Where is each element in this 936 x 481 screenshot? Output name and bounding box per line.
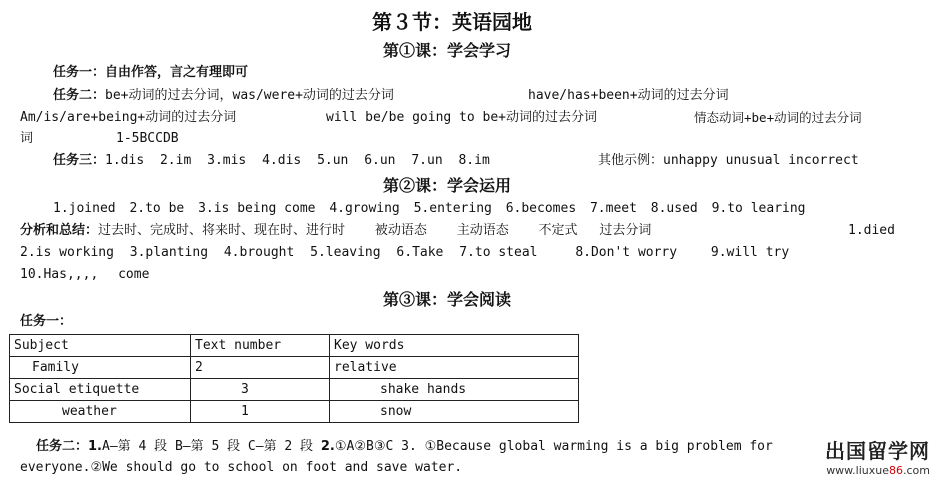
answer: 6.becomes	[505, 201, 577, 216]
lesson2-answers	[53, 199, 806, 219]
task3-item: 7.un	[411, 153, 443, 168]
lesson3-task2-line1	[36, 437, 773, 457]
lesson1-task1	[53, 63, 248, 83]
answer2-1: 1.died	[848, 223, 895, 238]
table-cell: Family	[10, 357, 191, 379]
lesson2-answers2-cont	[20, 265, 149, 285]
summary-item: 不定式	[538, 223, 578, 238]
table-row	[10, 357, 579, 379]
answer2: 3.planting	[129, 245, 209, 260]
answer: 8.used	[650, 201, 698, 216]
task3-item: 1.dis	[105, 153, 145, 168]
task1-text: 自由作答，言之有理即可	[105, 65, 249, 80]
task3-item: 5.un	[317, 153, 349, 168]
task2-item-2-wrap	[528, 86, 729, 106]
lesson2-answers2	[20, 243, 789, 263]
answer2: 2.is working	[20, 245, 114, 260]
answer: 2.to be	[129, 201, 185, 216]
summary-item: 主动语态	[456, 223, 509, 238]
lesson3-task1-label-wrap	[20, 312, 72, 332]
site-watermark	[825, 435, 930, 477]
summary-item: 被动语态	[374, 223, 427, 238]
answer2: come	[118, 267, 150, 282]
answer: 3.is being come	[198, 201, 316, 216]
answer2: 8.Don't worry	[575, 245, 678, 260]
watermark-url: www.liuxue86.com	[826, 464, 930, 477]
answer: 9.to learing	[711, 201, 806, 216]
lesson3-title: 第③课：学会阅读	[383, 290, 512, 309]
table-cell: 1	[191, 401, 330, 423]
table-header-row	[10, 335, 579, 357]
table-cell: snow	[330, 401, 579, 423]
section-title: 第３节：英语园地	[372, 10, 532, 34]
answer2: 4.brought	[223, 245, 295, 260]
lesson2-summary	[20, 221, 651, 241]
table-header: Text number	[191, 335, 330, 357]
task2-part-c: ①A②B③C 3. ①Because global warming is a big problem for	[334, 439, 773, 454]
task2-item-2: have/has+been+动词的过去分词	[528, 88, 729, 103]
task2-item-6: 1-5BCCDB	[116, 131, 179, 146]
answer2: 7.to steal	[459, 245, 538, 260]
task2-item-4: will be/be going to be+动词的过去分词	[326, 110, 598, 125]
answer: 1.joined	[53, 201, 116, 216]
task2-num-2: 2.	[320, 439, 335, 454]
task2-part-a: A—第 4 段 B—第 5 段 C—第 2 段	[102, 439, 321, 454]
answer: 5.entering	[413, 201, 492, 216]
task2-label: 任务二：	[53, 88, 106, 103]
table-cell: shake hands	[330, 379, 579, 401]
lesson3-task2-line2: everyone.②We should go to school on foot and save water.	[20, 460, 463, 475]
table-row	[10, 401, 579, 423]
answer: 7.meet	[589, 201, 637, 216]
summary-item: 过去分词	[599, 223, 652, 238]
summary-item: 过去时、完成时、将来时、现在时、进行时	[98, 223, 346, 238]
task2-item-3: Am/is/are+being+动词的过去分词	[20, 110, 237, 125]
table-cell: relative	[330, 357, 579, 379]
lesson1-task3	[53, 151, 490, 171]
keywords-table	[9, 334, 579, 423]
task2-item-5: 情态动词+be+动词的过去分词	[694, 110, 862, 125]
task3-other: 其他示例：unhappy unusual incorrect	[598, 153, 859, 168]
lesson1-title: 第①课：学会学习	[383, 41, 512, 60]
task2-item-1: be+动词的过去分词，was/were+动词的过去分词	[105, 88, 394, 103]
task3-item: 4.dis	[262, 153, 302, 168]
table-header: Key words	[330, 335, 579, 357]
answer: 4.growing	[329, 201, 400, 216]
task2-num-1: 1.	[88, 439, 102, 454]
lesson3-task2-label: 任务二：	[36, 439, 89, 454]
table-row	[10, 379, 579, 401]
lesson2-title: 第②课：学会运用	[383, 176, 512, 195]
answer2: 9.will try	[710, 245, 790, 260]
task3-label: 任务三：	[53, 153, 106, 168]
answer2: 5.leaving	[310, 245, 381, 260]
task3-item: 2.im	[159, 153, 192, 168]
task3-item: 8.im	[458, 153, 490, 168]
task1-label: 任务一：	[53, 65, 106, 80]
table-cell: Social etiquette	[10, 379, 191, 401]
task3-item: 3.mis	[207, 153, 247, 168]
watermark-cn: 出国留学网	[825, 439, 930, 463]
task3-item: 6.un	[364, 153, 396, 168]
lesson3-task1-label: 任务一：	[20, 314, 73, 329]
lesson1-task2-line1	[53, 86, 394, 106]
table-cell: weather	[10, 401, 191, 423]
table-header: Subject	[10, 335, 191, 357]
summary-label: 分析和总结：	[20, 223, 99, 238]
table-cell: 2	[191, 357, 330, 379]
table-cell: 3	[191, 379, 330, 401]
answer2: 10.Has,,,,	[20, 267, 99, 282]
task2-cont: 词	[20, 131, 34, 146]
answer2: 6.Take	[396, 245, 444, 260]
